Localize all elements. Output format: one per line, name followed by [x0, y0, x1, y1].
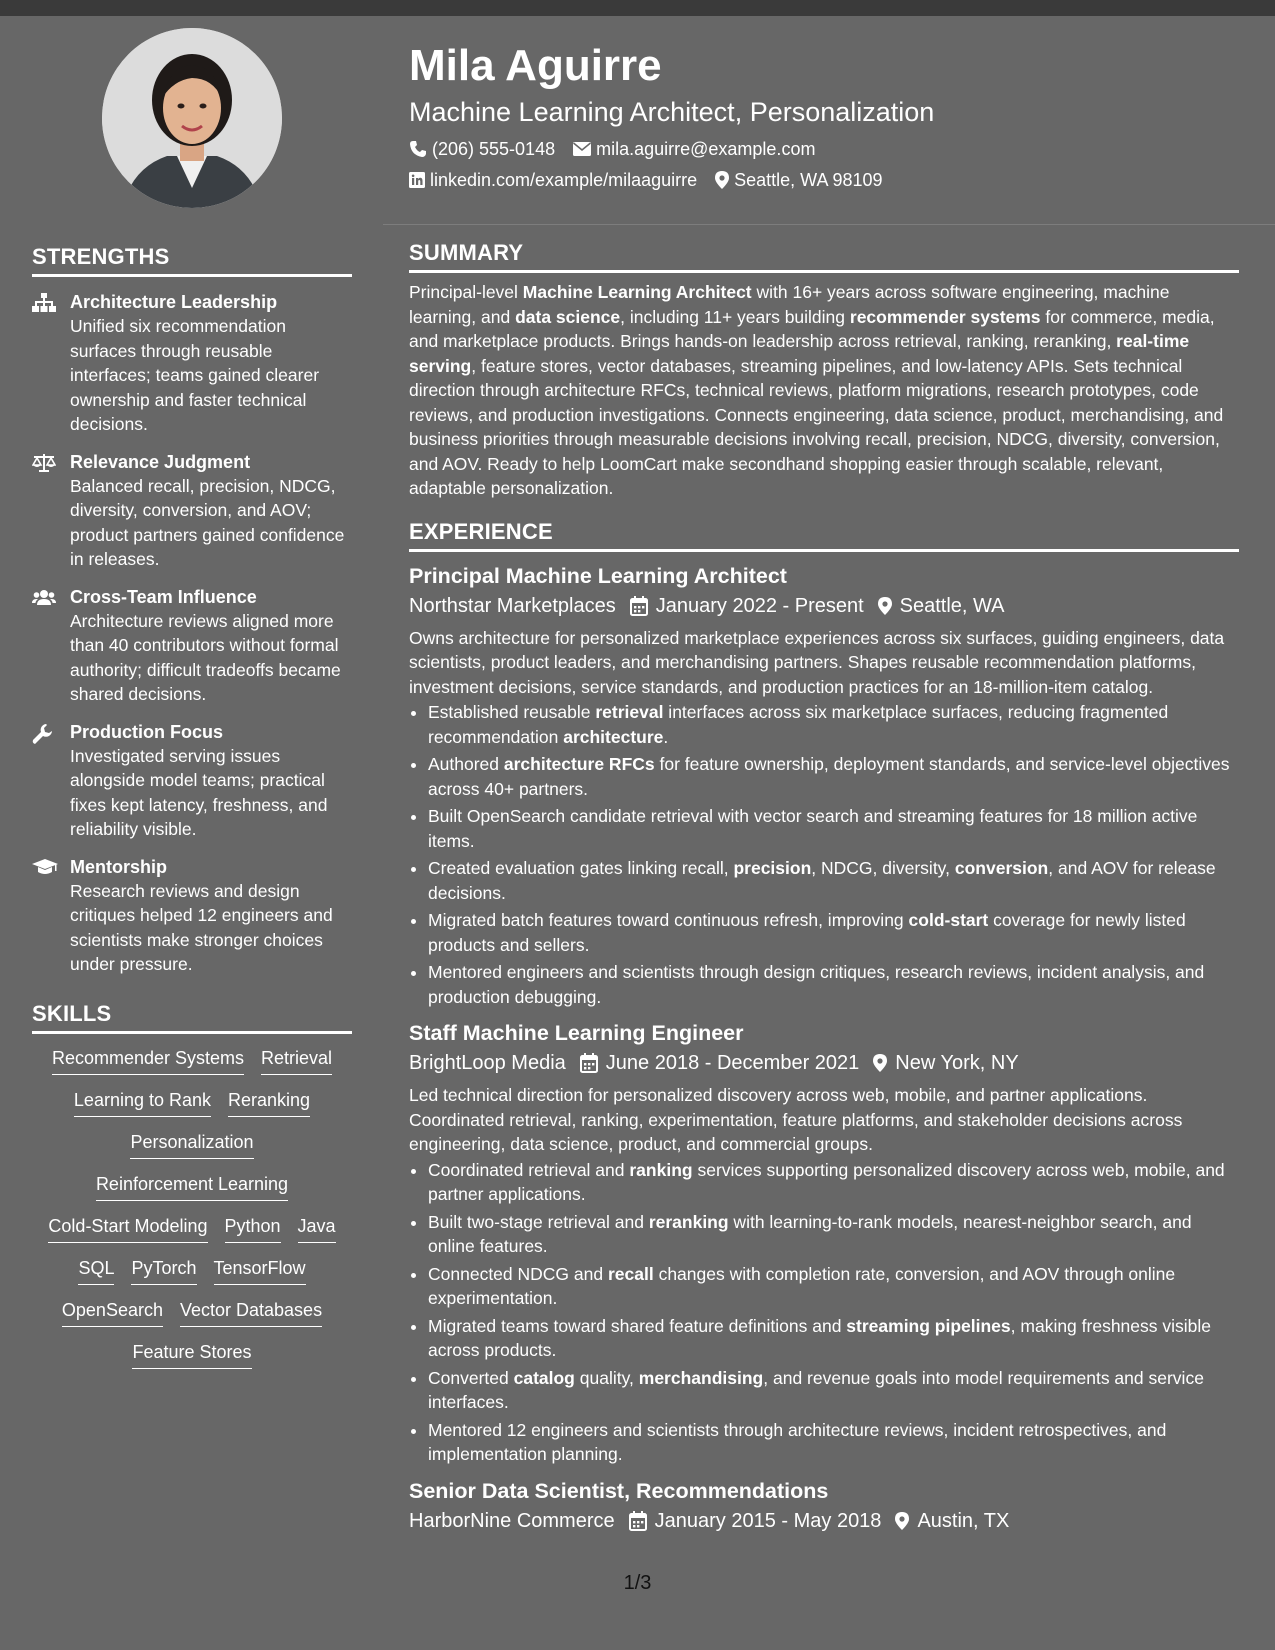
skills-list	[32, 1046, 352, 1369]
wrench-icon	[32, 720, 70, 842]
calendar-icon	[629, 1511, 647, 1531]
text-run: with learning-to-rank models, nearest-neighbor search, and online features.	[428, 1211, 1192, 1256]
users-icon	[32, 585, 70, 707]
skill-tag: Vector Databases	[180, 1298, 322, 1327]
text-run: Authored	[428, 754, 504, 774]
job-bullet	[428, 856, 1239, 905]
job-bullet	[428, 1158, 1239, 1207]
job-meta	[409, 592, 1239, 620]
skill-tag: OpenSearch	[62, 1298, 163, 1327]
strength-item	[32, 720, 352, 842]
strength-item	[32, 855, 352, 977]
map-pin-icon	[873, 1054, 887, 1072]
strength-text: Research reviews and design critiques helped 12 engineers and scientists make stronger choices under pressure.	[70, 880, 333, 974]
strength-heading: Architecture Leadership	[70, 292, 278, 312]
skill-tag: Reranking	[228, 1088, 310, 1117]
emphasis-text: ranking	[629, 1159, 693, 1180]
job-dates: June 2018 - December 2021	[605, 1052, 860, 1074]
strength-text: Investigated serving issues alongside model teams; practical fixes kept latency, freshness, and reliability visible.	[70, 745, 328, 839]
job-bullet	[428, 804, 1239, 853]
skill-tag: Recommender Systems	[52, 1046, 244, 1075]
job-bullets	[409, 1158, 1239, 1467]
job-bullet	[428, 1314, 1239, 1363]
linkedin-link[interactable]: linkedin.com/example/milaaguirre	[430, 170, 698, 190]
job-bullet	[428, 1366, 1239, 1415]
candidate-title: Machine Learning Architect, Personalization	[409, 97, 935, 127]
skills-heading: SKILLS	[32, 1001, 352, 1034]
text-run: Coordinated retrieval and	[428, 1159, 630, 1180]
job-bullet	[428, 1262, 1239, 1311]
text-run: Principal-level	[409, 282, 523, 302]
map-pin-icon	[878, 597, 892, 615]
phone-text: (206) 555-0148	[432, 139, 556, 159]
emphasis-text: recommender systems	[849, 306, 1041, 327]
text-run: Mentored engineers and scientists through design critiques, research reviews, incident analysis, and production debugging.	[428, 962, 1205, 1007]
text-run: Created evaluation gates linking recall,	[428, 858, 734, 878]
text-run: , including 11+ years building	[620, 306, 850, 327]
emphasis-text: merchandising	[638, 1367, 764, 1388]
text-run: Built OpenSearch candidate retrieval with vector search and streaming features for 18 million active items.	[428, 806, 1198, 851]
job-company: Northstar Marketplaces	[409, 594, 616, 617]
strengths-heading: STRENGTHS	[32, 244, 352, 277]
job-meta	[409, 1049, 1239, 1077]
text-run: , feature stores, vector databases, streaming pipelines, and low-latency APIs. Sets technical direction through architecture RFCs, technical reviews, platform migrations, research prototypes, code reviews, and production investigations. Connects engineering, data science, product, merchandising, and business priorities through measurable decisions involving recall, precision, NDCG, diversity, conversion, and AOV. Ready to help LoomCart make secondhand shopping easier through scalable, relevant, adaptable personalization.	[409, 355, 1224, 498]
text-run: quality,	[574, 1367, 639, 1388]
text-run: .	[663, 726, 669, 747]
job-location: Seattle, WA	[899, 594, 1005, 617]
page-number: 1/3	[623, 1572, 652, 1594]
strength-text: Unified six recommendation surfaces through reusable interfaces; teams gained clearer ownership and faster technical decisions.	[70, 316, 320, 434]
text-run: Established reusable	[428, 702, 596, 722]
text-run: Mentored 12 engineers and scientists through architecture reviews, incident retrospectives, and implementation planning.	[428, 1419, 1167, 1464]
job-company: HarborNine Commerce	[409, 1509, 615, 1532]
emphasis-text: retrieval	[595, 702, 664, 722]
job-bullet	[428, 752, 1239, 801]
skill-tag: TensorFlow	[214, 1256, 306, 1285]
main-content	[409, 240, 1239, 1535]
text-run: , making freshness visible across products.	[428, 1315, 1212, 1360]
contact-row	[409, 168, 1239, 192]
summary-heading: SUMMARY	[409, 240, 1239, 273]
text-run: , NDCG, diversity,	[811, 858, 955, 878]
graduation-cap-icon	[32, 855, 70, 977]
map-pin-icon	[895, 1512, 909, 1530]
scale-icon	[32, 450, 70, 572]
text-run: for commerce, media, and marketplace products. Brings hands-on leadership across retrieval, ranking, reranking,	[409, 306, 1215, 351]
phone-icon	[409, 140, 427, 158]
skill-tag: PyTorch	[131, 1256, 196, 1285]
skill-tag: Reinforcement Learning	[96, 1172, 288, 1201]
map-pin-icon	[715, 171, 729, 189]
skill-tag: Retrieval	[261, 1046, 332, 1075]
job-location: Austin, TX	[917, 1509, 1010, 1532]
job-title: Principal Machine Learning Architect	[409, 563, 787, 588]
text-run: coverage for newly listed products and sellers.	[428, 910, 1186, 955]
contact-linkedin[interactable]	[409, 168, 697, 192]
sidebar	[32, 28, 352, 1369]
skill-tag: Python	[225, 1214, 281, 1243]
skill-tag: Personalization	[130, 1130, 253, 1159]
job-entry	[409, 1477, 1239, 1535]
job-meta	[409, 1507, 1239, 1535]
emphasis-text: conversion	[954, 858, 1049, 878]
job-bullet	[428, 960, 1239, 1009]
emphasis-text: cold-start	[908, 910, 989, 930]
job-title: Staff Machine Learning Engineer	[409, 1021, 744, 1045]
contact-location	[715, 168, 882, 192]
strength-heading: Cross-Team Influence	[70, 586, 257, 607]
job-entry	[409, 1019, 1239, 1467]
emphasis-text: architecture RFCs	[503, 754, 655, 774]
skill-tag: Learning to Rank	[74, 1088, 211, 1117]
contact-row	[409, 137, 1239, 161]
strength-text: Architecture reviews aligned more than 40 contributors without formal authority; difficult tradeoffs became shared decisions.	[70, 610, 341, 704]
text-run: changes with completion rate, conversion, and AOV through online experimentation.	[428, 1263, 1176, 1308]
text-run: Migrated batch features toward continuous refresh, improving	[428, 910, 909, 930]
envelope-icon	[573, 142, 591, 156]
header-divider	[383, 224, 1275, 225]
calendar-icon	[580, 1053, 598, 1073]
text-run: interfaces across six marketplace surfaces, reducing fragmented recommendation	[428, 702, 1169, 747]
text-run: services supporting personalized discovery across web, mobile, and partner applications.	[428, 1159, 1225, 1204]
strength-item	[32, 290, 352, 437]
job-bullet	[428, 1210, 1239, 1259]
text-run: Connected NDCG and	[428, 1263, 608, 1284]
strength-heading: Mentorship	[70, 856, 167, 877]
job-description: Led technical direction for personalized discovery across web, mobile, and partner applications. Coordinated retrieval, ranking, experimentation, feature platforms, and stakeholder decisions across engineering, data science, product, and commercial groups.	[409, 1085, 1183, 1154]
strength-text: Balanced recall, precision, NDCG, diversity, conversion, and AOV; product partners gained confidence in releases.	[70, 475, 345, 569]
emphasis-text: recall	[607, 1263, 654, 1284]
location-text: Seattle, WA 98109	[734, 170, 883, 190]
text-run: Built two-stage retrieval and	[428, 1211, 649, 1232]
emphasis-text: data science	[515, 306, 621, 327]
profile-photo	[102, 28, 282, 208]
job-title: Senior Data Scientist, Recommendations	[409, 1478, 829, 1503]
resume-header	[409, 40, 1239, 192]
skill-tag: SQL	[78, 1256, 114, 1285]
emphasis-text: catalog	[513, 1367, 575, 1388]
email-link[interactable]: mila.aguirre@example.com	[596, 139, 816, 159]
strength-heading: Relevance Judgment	[70, 451, 251, 472]
job-description: Owns architecture for personalized marketplace experiences across six surfaces, guiding engineers, data scientists, product leaders, and merchandising partners. Shapes reusable recommendation platforms, investment decisions, service standards, and production practices for an 18-million-item catalog.	[409, 627, 1225, 697]
contact-email[interactable]	[573, 137, 815, 161]
emphasis-text: real-time serving	[409, 331, 1190, 376]
text-run: , and AOV for release decisions.	[428, 858, 1216, 903]
calendar-icon	[630, 596, 648, 616]
job-dates: January 2015 - May 2018	[654, 1509, 882, 1532]
top-bar	[0, 0, 1275, 16]
strength-item	[32, 585, 352, 707]
text-run: , and revenue goals into model requirements and service interfaces.	[428, 1367, 1204, 1412]
skill-tag: Java	[298, 1214, 336, 1243]
candidate-name: Mila Aguirre	[409, 41, 662, 90]
text-run: for feature ownership, deployment standards, and service-level objectives across 40+ partners.	[428, 754, 1230, 799]
job-dates: January 2022 - Present	[655, 594, 864, 617]
text-run: Converted	[428, 1367, 514, 1388]
job-bullets	[409, 700, 1239, 1009]
summary-text	[409, 280, 1239, 501]
strength-heading: Production Focus	[70, 721, 223, 742]
text-run: Migrated teams toward shared feature definitions and	[428, 1315, 847, 1336]
emphasis-text: Machine Learning Architect	[522, 282, 752, 302]
emphasis-text: precision	[733, 858, 812, 878]
job-bullet	[428, 700, 1239, 749]
job-bullet	[428, 1418, 1239, 1467]
skill-tag: Cold-Start Modeling	[48, 1214, 207, 1243]
experience-heading: EXPERIENCE	[409, 519, 1239, 552]
emphasis-text: architecture	[563, 726, 664, 747]
hierarchy-icon	[32, 290, 70, 437]
strength-item	[32, 450, 352, 572]
linkedin-icon	[409, 172, 425, 188]
emphasis-text: reranking	[648, 1211, 729, 1232]
skill-tag: Feature Stores	[132, 1340, 251, 1369]
contact-phone	[409, 137, 555, 161]
text-run: with 16+ years across software engineering, machine learning, and	[409, 282, 1170, 327]
job-bullet	[428, 908, 1239, 957]
job-company: BrightLoop Media	[409, 1052, 566, 1074]
job-entry	[409, 562, 1239, 1010]
emphasis-text: streaming pipelines	[846, 1315, 1011, 1336]
job-location: New York, NY	[895, 1052, 1019, 1074]
